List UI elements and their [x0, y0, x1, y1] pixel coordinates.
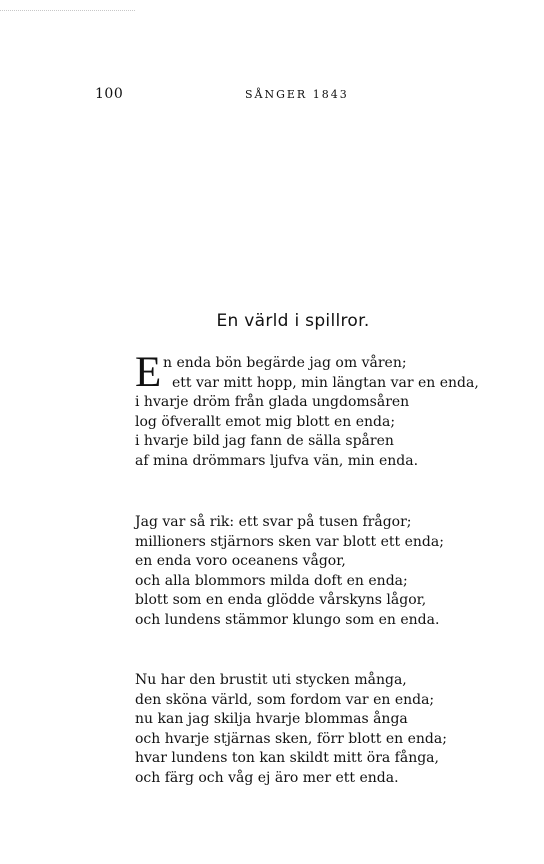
poem-line: och alla blommors milda doft en enda; [135, 572, 408, 589]
poem-line: och hvarje stjärnas sken, förr blott en enda; [135, 730, 447, 747]
poem-line: i hvarje dröm från glada ungdomsåren [135, 394, 410, 410]
poem-line: Nu har den brustit uti stycken många, [135, 672, 407, 688]
poem-line: nu kan jag skilja hvarje blommas ånga [135, 711, 408, 727]
running-head: SÅNGER 1843 [245, 88, 349, 101]
poem-line: och färg och våg ej äro mer ett enda. [135, 769, 399, 786]
poem-line: hvar lundens ton kan skildt mitt öra fånga, [135, 750, 439, 766]
stanza-3 [135, 671, 447, 788]
poem-line: n enda bön begärde jag om våren; [163, 355, 407, 371]
poem-line: och lundens stämmor klungo som en enda. [135, 611, 440, 628]
page-number: 100 [95, 86, 124, 102]
poem-line: millioners stjärnors sken var blott ett enda; [135, 533, 444, 550]
poem-line: blott som en enda glödde vårskyns lågor, [135, 592, 427, 608]
drop-cap: E [135, 349, 162, 396]
stanza-1 [135, 349, 479, 471]
top-rule [0, 10, 135, 11]
stanza-2 [135, 513, 444, 630]
poem-line: log öfverallt emot mig blott en enda; [135, 413, 396, 430]
poem-line: ett var mitt hopp, min längtan var en enda, [172, 374, 479, 391]
poem-line: den sköna värld, som fordom var en enda; [135, 691, 435, 708]
poem-line: Jag var så rik: ett svar på tusen frågor; [135, 514, 412, 530]
poem-title: En värld i spillror. [216, 311, 370, 331]
poem-line: af mina drömmars ljufva vän, min enda. [135, 452, 419, 469]
poem-line: i hvarje bild jag fann de sälla spåren [135, 433, 394, 449]
poem-line: en enda voro oceanens vågor, [135, 553, 346, 569]
